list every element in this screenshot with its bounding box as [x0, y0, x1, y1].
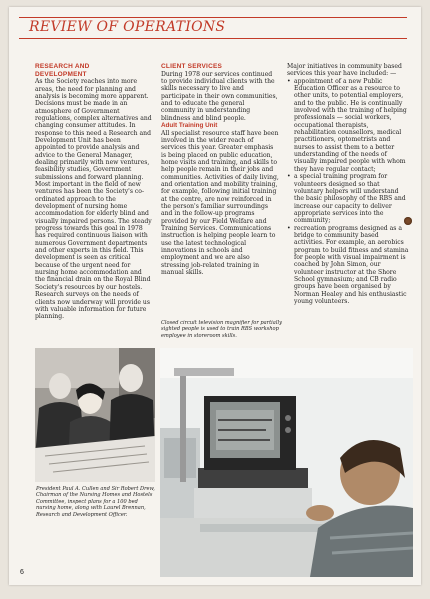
adult-training-heading: Adult Training Unit — [161, 122, 218, 129]
initiatives-list — [287, 78, 409, 306]
research-paragraph: As the Society reaches into more areas, the need for planning and analysis is becoming more apparent. Decisions must be made in an atmosphere of Government regulations, complex alternatives and changing consumer attitudes. In response to this need a Research and Development Unit has been appointed to provide analysis and advice to the General Manager, dealing primarily with new ventures, feasibility studies, Government submissions and forward planning. — [35, 78, 152, 181]
research-heading-line1: RESEARCH AND — [35, 63, 90, 70]
list-item: • appointment of a new Public Education Officer as a resource to other units, to potential employers, and to the public. He is continually involved with the training of helping professionals — social workers, occupational therapists, rehabilitation counsellors, medical practitioners, optometrists and nurses to assist them to a better understanding of the needs of visually impaired people with whom they have regular contact; — [287, 78, 409, 173]
research-paragraph: Most important in the field of new ventures has been the Society's co-ordinated approach to the development of nursing home accommodation for elderly blind and visually impaired persons. The steady progress towards this goal in 1978 has required continuous liaison with numerous Government departments and other experts in this field. This development is seen as critical because of the urgent need for nursing home accommodation and the financial drain on the Royal Blind Society's resources by our hostels. Research surveys on the needs of clients now underway will provide us with valuable information for future planning. — [35, 181, 152, 321]
plans-photo-caption: President Paul A. Cullen and Sir Robert Drew, Chairman of the Nursing Homes and Hostels Committee, inspect plans for a 100 bed nursing home, along with Laurel Brennan, Research and Development Officer. — [36, 486, 155, 518]
list-item: • a special training program for volunteers designed so that voluntary helpers will understand the basic philosophy of the RBS and increase our capacity to deliver appropriate services into the community; — [287, 173, 409, 224]
initiatives-intro: Major initiatives in community based services this year have included: — — [287, 63, 402, 78]
photo-cctv-magnifier — [160, 348, 413, 577]
photo-icon — [35, 348, 155, 482]
client-services-column — [161, 63, 279, 276]
research-column — [35, 63, 153, 321]
adult-training-paragraph: All specialist resource staff have been involved in the wider reach of services this year. Greater emphasis is being placed on public education, home visits and training, and skills to help people remain in their jobs and communities. Activities of daily living, and orientation and mobility training, for example, following initial training at the centre, are now reinforced in the person's familiar surroundings and in the follow-up programs provided by our Field Welfare and Training Services. Communications instruction is helping people learn to use the latest technological innovations in schools and employment and we are also stressing job-related training in manual skills. — [161, 129, 279, 277]
photo-nursing-home-plans — [35, 348, 155, 482]
page — [9, 7, 421, 585]
research-heading-line2: DEVELOPMENT — [35, 70, 87, 78]
page-number: 6 — [20, 569, 24, 576]
page-title: REVIEW OF OPERATIONS — [29, 19, 226, 35]
client-services-paragraph: During 1978 our services continued to provide individual clients with the skills necessary to live and participate in their own communities, and to educate the general community in understanding blindness and blind people. — [161, 70, 278, 122]
initiatives-column — [287, 63, 409, 305]
photo-icon — [160, 348, 413, 577]
section-header — [19, 17, 407, 39]
list-item: • recreation programs designed as a bridge to community based activities. For example, an aerobics program to build fitness and stamina for people with visual impairment is coached by John Simon, our volunteer instructor at the Shore School gymnasium; and CB radio groups have been organised by Norman Healey and his enthusiastic young volunteers. — [287, 225, 409, 306]
client-services-heading: CLIENT SERVICES — [161, 63, 223, 70]
cctv-photo-caption: Closed circuit television magnifier for partially sighted people is used to train RBS workshop employee in storeroom skills. — [161, 320, 282, 339]
